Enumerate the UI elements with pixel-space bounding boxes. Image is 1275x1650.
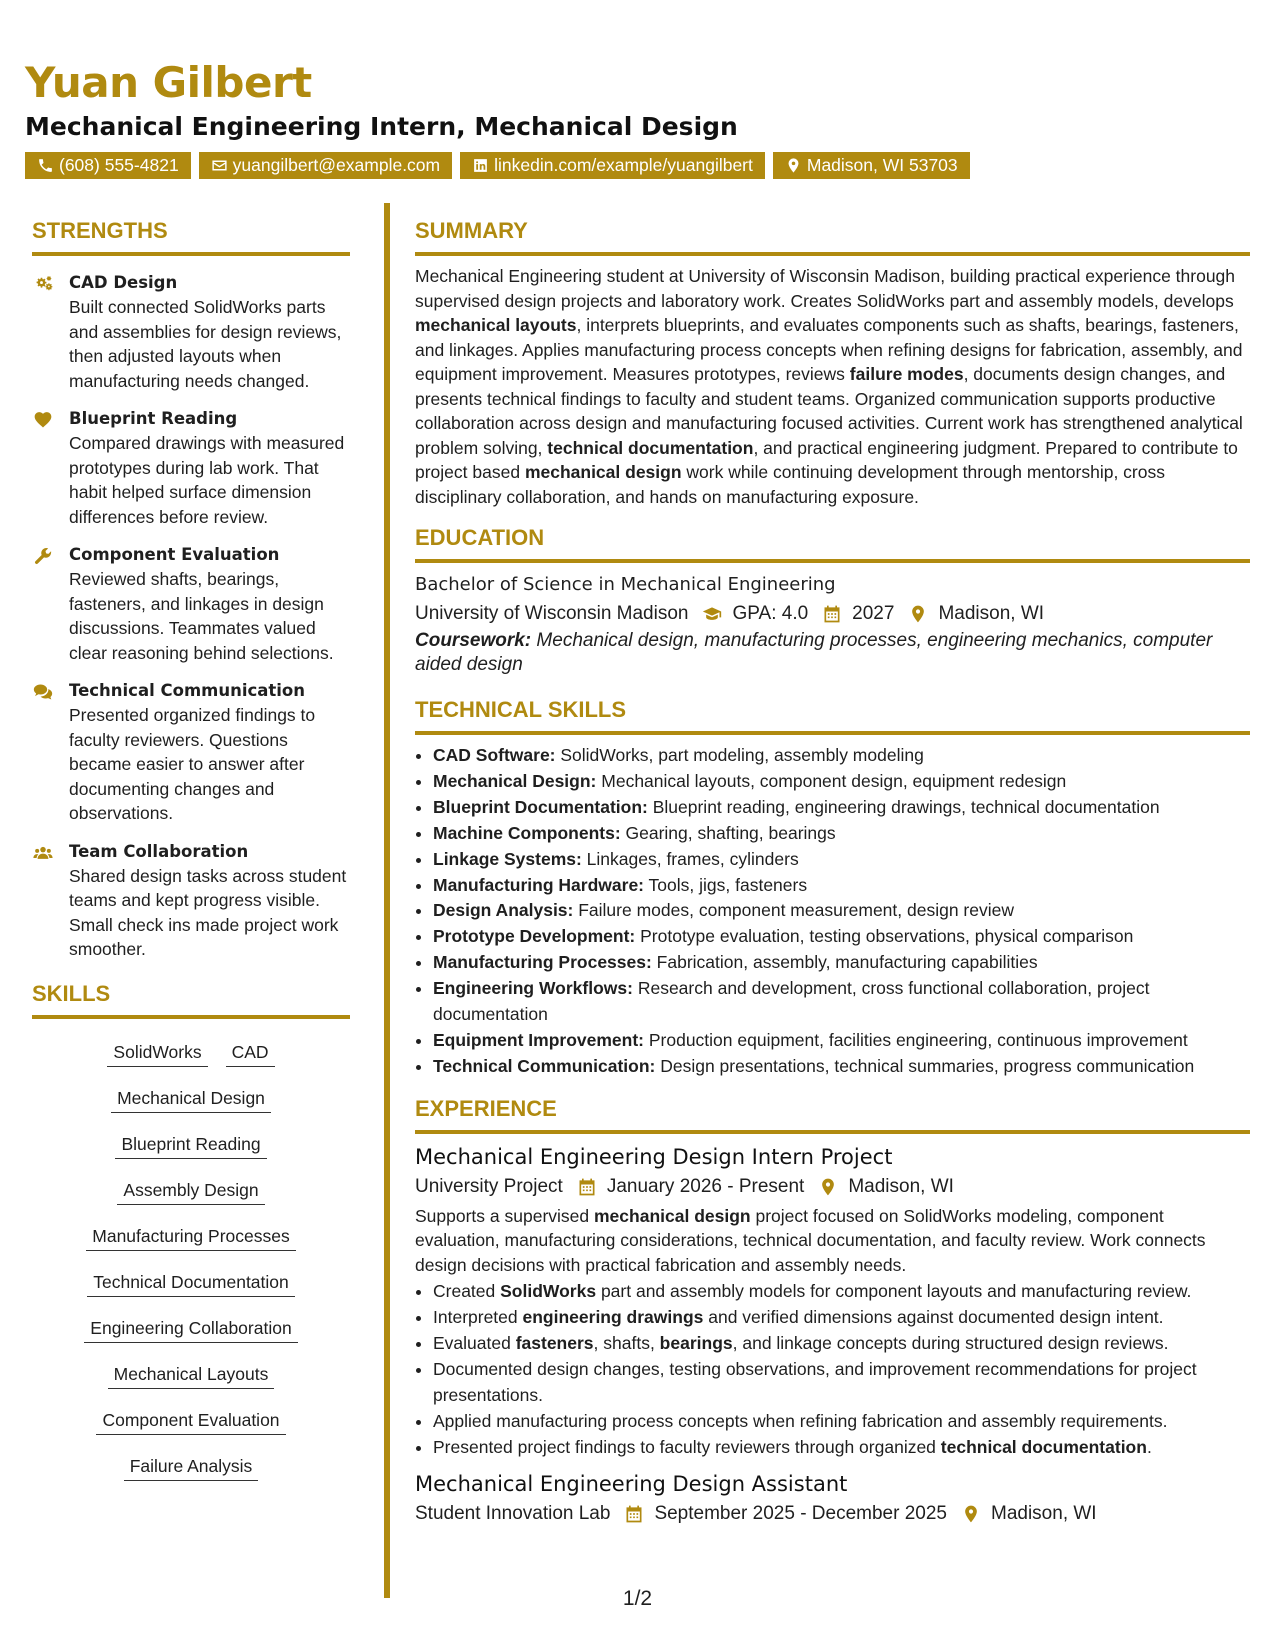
skill-tag: CAD xyxy=(226,1040,275,1067)
calendar-icon xyxy=(577,1177,597,1197)
skill-tag: SolidWorks xyxy=(107,1040,207,1067)
strength-desc: Reviewed shafts, bearings, fasteners, and linkages in design discussions. Teammates valued clear reasoning behind selections. xyxy=(69,569,334,663)
map-pin-icon xyxy=(818,1177,838,1197)
list-item: • Documented design changes, testing observations, and improvement recommendations for project presentations. xyxy=(433,1357,1250,1409)
wrench-icon xyxy=(32,546,54,566)
strengths-heading: STRENGTHS xyxy=(32,218,350,256)
list-item: • Evaluated fasteners, shafts, bearings, and linkage concepts during structured design reviews. xyxy=(433,1331,1250,1357)
list-item: • Applied manufacturing process concepts when refining fabrication and assembly requirements. xyxy=(433,1409,1250,1435)
list-item: • Machine Components: Gearing, shafting, bearings xyxy=(433,821,1250,847)
page-number: 1/2 xyxy=(622,1587,653,1610)
linkedin-icon xyxy=(472,157,489,174)
strength-item xyxy=(32,542,350,665)
map-pin-icon xyxy=(908,604,928,624)
contact-linkedin[interactable] xyxy=(460,152,765,179)
education-meta xyxy=(415,599,1250,629)
phone-icon xyxy=(37,157,54,174)
sidebar xyxy=(32,218,350,1495)
strength-name: Team Collaboration xyxy=(69,841,249,861)
skill-tag: Manufacturing Processes xyxy=(86,1224,295,1251)
strength-item xyxy=(32,270,350,393)
job-entry xyxy=(415,1142,1250,1461)
experience-heading: EXPERIENCE xyxy=(415,1096,1250,1134)
skill-tag: Failure Analysis xyxy=(124,1454,259,1481)
strength-name: CAD Design xyxy=(69,273,178,292)
strength-desc: Shared design tasks across student teams and kept progress visible. Small check ins made project work smoother. xyxy=(69,865,347,959)
heart-icon xyxy=(32,410,54,430)
list-item: • Engineering Workflows: Research and development, cross functional collaboration, project documentation xyxy=(433,976,1250,1028)
job-dates: September 2025 - December 2025 xyxy=(654,1502,947,1524)
list-item: • Interpreted engineering drawings and verified dimensions against documented design intent. xyxy=(433,1305,1250,1331)
strength-desc: Presented organized findings to faculty reviewers. Questions became easier to answer after documenting changes and observations. xyxy=(69,705,316,823)
contact-phone-text: (608) 555-4821 xyxy=(59,155,179,175)
map-pin-icon xyxy=(961,1504,981,1524)
degree-title: Bachelor of Science in Mechanical Engineering xyxy=(415,574,836,595)
list-item: • Design Analysis: Failure modes, component measurement, design review xyxy=(433,898,1250,924)
envelope-icon xyxy=(211,157,228,174)
list-item: • Manufacturing Processes: Fabrication, assembly, manufacturing capabilities xyxy=(433,950,1250,976)
list-item: • Mechanical Design: Mechanical layouts, component design, equipment redesign xyxy=(433,769,1250,795)
education-heading: EDUCATION xyxy=(415,525,1250,563)
column-divider xyxy=(384,203,390,1598)
skills-list xyxy=(32,1027,350,1495)
strength-item xyxy=(32,678,350,826)
list-item: • Blueprint Documentation: Blueprint reading, engineering drawings, technical documentation xyxy=(433,795,1250,821)
list-item: • Equipment Improvement: Production equipment, facilities engineering, continuous improvement xyxy=(433,1028,1250,1054)
job-meta xyxy=(415,1172,1250,1202)
job-title: Mechanical Engineering Design Assistant xyxy=(415,1471,848,1496)
strength-name: Blueprint Reading xyxy=(69,409,238,428)
school-name: University of Wisconsin Madison xyxy=(415,603,689,624)
coursework: Coursework: Mechanical design, manufacturing processes, engineering mechanics, computer aided design xyxy=(415,630,1213,675)
job-bullets xyxy=(415,1279,1250,1460)
map-pin-icon xyxy=(785,157,802,174)
job-dates: January 2026 - Present xyxy=(606,1175,805,1197)
candidate-title: Mechanical Engineering Intern, Mechanical Design xyxy=(25,112,738,141)
job-org: Student Innovation Lab xyxy=(415,1502,611,1524)
strength-item xyxy=(32,406,350,529)
list-item: • Linkage Systems: Linkages, frames, cylinders xyxy=(433,847,1250,873)
contact-bar xyxy=(25,152,970,179)
gears-icon xyxy=(32,274,54,294)
technical-skills-heading: TECHNICAL SKILLS xyxy=(415,697,1250,735)
list-item: • CAD Software: SolidWorks, part modeling, assembly modeling xyxy=(433,743,1250,769)
list-item: • Presented project findings to faculty reviewers through organized technical documentation. xyxy=(433,1435,1250,1461)
skill-tag: Mechanical Layouts xyxy=(108,1362,275,1389)
job-title: Mechanical Engineering Design Intern Project xyxy=(415,1144,893,1169)
list-item: • Prototype Development: Prototype evaluation, testing observations, physical comparison xyxy=(433,924,1250,950)
job-entry xyxy=(415,1469,1250,1529)
strength-name: Technical Communication xyxy=(69,681,306,700)
contact-location xyxy=(773,152,970,179)
list-item: • Technical Communication: Design presentations, technical summaries, progress communication xyxy=(433,1054,1250,1080)
contact-phone[interactable] xyxy=(25,152,191,179)
skill-tag: Assembly Design xyxy=(117,1178,264,1205)
calendar-icon xyxy=(624,1504,644,1524)
contact-location-text: Madison, WI 53703 xyxy=(806,155,958,175)
calendar-icon xyxy=(822,604,842,624)
summary-heading: SUMMARY xyxy=(415,218,1250,256)
list-item: • Manufacturing Hardware: Tools, jigs, fasteners xyxy=(433,873,1250,899)
skill-tag: Component Evaluation xyxy=(96,1408,285,1435)
job-location: Madison, WI xyxy=(991,1502,1097,1524)
graduation-year: 2027 xyxy=(852,603,895,624)
job-org: University Project xyxy=(415,1175,563,1197)
graduation-cap-icon xyxy=(702,604,722,624)
strength-item xyxy=(32,839,350,962)
skill-tag: Technical Documentation xyxy=(87,1270,295,1297)
list-item: • Created SolidWorks part and assembly models for component layouts and manufacturing review. xyxy=(433,1279,1250,1305)
technical-skills-list xyxy=(415,743,1250,1080)
summary-text: Mechanical Engineering student at University of Wisconsin Madison, building practical experience through supervised design projects and laboratory work. Creates SolidWorks part and assembly models, develops mechanical layouts, interprets blueprints, and evaluates components such as shafts, bearings, fasteners, and linkages. Applies manufacturing process concepts when refining designs for fabrication, assembly, and equipment improvement. Measures prototypes, reviews failure modes, documents design changes, and presents technical findings to faculty and student teams. Organized communication supports productive collaboration across design and manufacturing focused activities. Current work has strengthened analytical problem solving, technical documentation, and practical engineering judgment. Prepared to contribute to project based mechanical design work while continuing development through mentorship, cross disciplinary collaboration, and hands on manufacturing exposure. xyxy=(415,266,1243,507)
comments-icon xyxy=(32,682,54,702)
education-location: Madison, WI xyxy=(938,603,1045,624)
users-icon xyxy=(32,843,54,863)
strength-desc: Built connected SolidWorks parts and assemblies for design reviews, then adjusted layouts when manufacturing needs changed. xyxy=(69,297,342,391)
contact-linkedin-text: linkedin.com/example/yuangilbert xyxy=(494,155,753,175)
skills-heading: SKILLS xyxy=(32,981,350,1019)
skill-tag: Engineering Collaboration xyxy=(84,1316,297,1343)
skill-tag: Blueprint Reading xyxy=(115,1132,266,1159)
job-summary: Supports a supervised mechanical design project focused on SolidWorks modeling, component evaluation, manufacturing considerations, technical documentation, and faculty review. Work connects design decisions with practical fabrication and assembly needs. xyxy=(415,1205,1206,1275)
contact-email-text: yuangilbert@example.com xyxy=(232,155,441,175)
job-location: Madison, WI xyxy=(848,1175,954,1197)
main-column xyxy=(415,218,1250,1529)
contact-email[interactable] xyxy=(199,152,452,179)
job-meta xyxy=(415,1499,1250,1529)
strength-desc: Compared drawings with measured prototypes during lab work. That habit helped surface dimension differences before review. xyxy=(69,433,345,527)
strength-name: Component Evaluation xyxy=(69,545,280,564)
candidate-name: Yuan Gilbert xyxy=(25,58,312,107)
skill-tag: Mechanical Design xyxy=(111,1086,271,1113)
gpa: GPA: 4.0 xyxy=(732,603,809,624)
